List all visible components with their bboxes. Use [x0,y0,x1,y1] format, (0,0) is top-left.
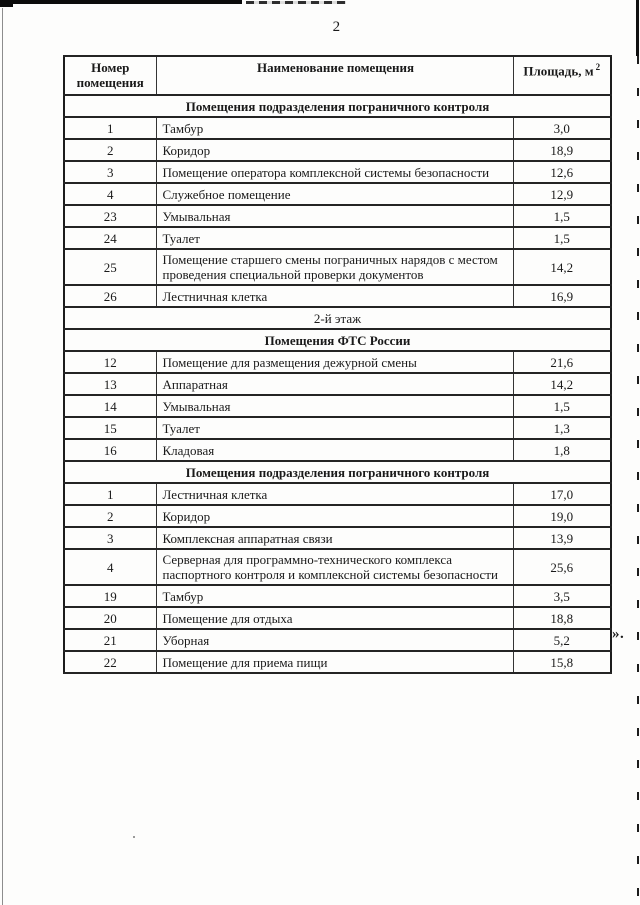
table-row [64,527,611,549]
rooms-table [63,55,612,674]
room-name-cell: Умывальная [156,205,513,227]
room-name-cell: Аппаратная [156,373,513,395]
room-number-cell: 4 [64,549,156,585]
room-number-cell: 14 [64,395,156,417]
room-name-cell: Уборная [156,629,513,651]
room-number-cell: 16 [64,439,156,461]
room-area-cell: 12,6 [513,161,611,183]
room-area-cell: 12,9 [513,183,611,205]
room-area-cell: 18,8 [513,607,611,629]
table-row [64,183,611,205]
table-row [64,373,611,395]
room-number-cell: 21 [64,629,156,651]
room-area-cell: 16,9 [513,285,611,307]
table-row [64,139,611,161]
section-header-cell: Помещения подразделения пограничного контроля [64,461,611,483]
room-name-cell: Тамбур [156,117,513,139]
table-row [64,629,611,651]
page-number: 2 [332,19,341,35]
table-row [64,607,611,629]
room-number-cell: 12 [64,351,156,373]
floor-label-cell: 2-й этаж [64,307,611,329]
room-number-cell: 15 [64,417,156,439]
room-number-cell: 1 [64,483,156,505]
area-label: Площадь, м [523,63,594,79]
col-header-room-name: Наименование помещения [156,56,513,95]
table-row [64,117,611,139]
room-name-cell: Помещение для отдыха [156,607,513,629]
scan-artifact-speck [133,836,135,838]
room-name-cell: Коридор [156,139,513,161]
room-area-cell: 25,6 [513,549,611,585]
room-name-cell: Помещение для приема пищи [156,651,513,673]
room-number-cell: 22 [64,651,156,673]
room-number-cell: 20 [64,607,156,629]
table-row [64,417,611,439]
scan-artifact-top-edge [0,0,242,4]
room-area-cell: 3,5 [513,585,611,607]
room-name-cell: Помещение старшего смены пограничных нарядов с местом проведения специальной проверки документов [156,249,513,285]
room-name-cell: Тамбур [156,585,513,607]
scan-artifact-left-edge [2,8,3,905]
room-name-cell: Лестничная клетка [156,483,513,505]
section-header-row [64,329,611,351]
section-header-cell: Помещения ФТС России [64,329,611,351]
room-area-cell: 18,9 [513,139,611,161]
room-area-cell: 3,0 [513,117,611,139]
room-name-cell: Служебное помещение [156,183,513,205]
room-area-cell: 14,2 [513,249,611,285]
room-number-cell: 4 [64,183,156,205]
room-area-cell: 1,8 [513,439,611,461]
room-name-cell: Туалет [156,417,513,439]
table-row [64,227,611,249]
room-name-cell: Туалет [156,227,513,249]
room-name-cell: Лестничная клетка [156,285,513,307]
room-area-cell: 13,9 [513,527,611,549]
room-name-cell: Комплексная аппаратная связи [156,527,513,549]
room-area-cell: 19,0 [513,505,611,527]
room-number-cell: 23 [64,205,156,227]
area-superscript: 2 [595,62,601,72]
table-row [64,205,611,227]
scan-artifact-right-edge-dashes [637,56,639,905]
table-row [64,549,611,585]
room-name-cell: Коридор [156,505,513,527]
table-row [64,483,611,505]
scan-artifact-top-edge-dashes [246,1,346,4]
table-row [64,285,611,307]
room-number-cell: 3 [64,527,156,549]
room-area-cell: 1,5 [513,205,611,227]
col-header-area [513,56,611,95]
table-row [64,351,611,373]
room-area-cell: 1,5 [513,227,611,249]
closing-quote-mark: ». [612,626,625,642]
table-row [64,439,611,461]
floor-label-row [64,307,611,329]
table-row [64,651,611,673]
table-row [64,395,611,417]
room-number-cell: 2 [64,139,156,161]
room-area-cell: 14,2 [513,373,611,395]
room-number-cell: 1 [64,117,156,139]
table-header-row [64,56,611,95]
room-area-cell: 21,6 [513,351,611,373]
section-header-row [64,95,611,117]
room-number-cell: 2 [64,505,156,527]
table-row [64,505,611,527]
room-name-cell: Умывальная [156,395,513,417]
room-area-cell: 15,8 [513,651,611,673]
room-number-cell: 13 [64,373,156,395]
section-header-cell: Помещения подразделения пограничного контроля [64,95,611,117]
room-name-cell: Помещение оператора комплексной системы безопасности [156,161,513,183]
room-name-cell: Серверная для программно-технического комплекса паспортного контроля и комплексной системы безопасности [156,549,513,585]
room-number-cell: 3 [64,161,156,183]
room-area-cell: 1,5 [513,395,611,417]
room-number-cell: 26 [64,285,156,307]
table-row [64,585,611,607]
room-area-cell: 17,0 [513,483,611,505]
col-header-room-number: Номер помещения [64,56,156,95]
room-name-cell: Помещение для размещения дежурной смены [156,351,513,373]
room-area-cell: 5,2 [513,629,611,651]
scan-artifact-right-edge-top [636,0,639,56]
room-area-cell: 1,3 [513,417,611,439]
table-row [64,161,611,183]
room-number-cell: 19 [64,585,156,607]
room-number-cell: 24 [64,227,156,249]
section-header-row [64,461,611,483]
table-row [64,249,611,285]
room-name-cell: Кладовая [156,439,513,461]
room-number-cell: 25 [64,249,156,285]
